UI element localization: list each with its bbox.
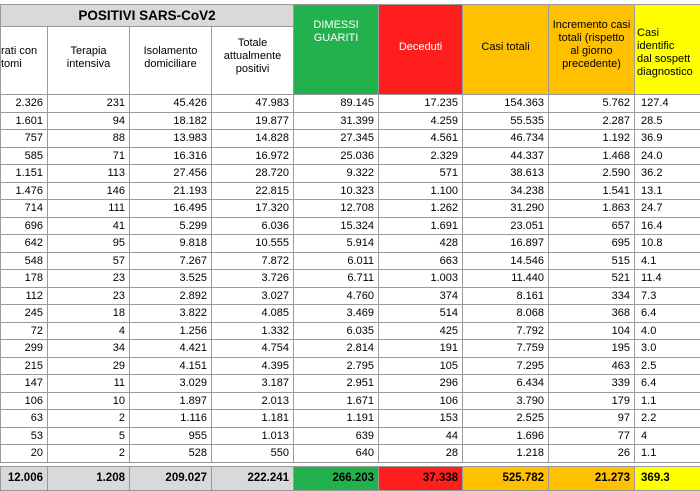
cell-isolamento: 3.029 bbox=[130, 375, 212, 393]
header-terapia-intensiva: Terapia intensiva bbox=[48, 27, 130, 95]
table-row bbox=[1, 130, 700, 148]
cell-dimessi-guariti: 15.324 bbox=[294, 217, 379, 235]
cell-deceduti: 28 bbox=[379, 445, 463, 463]
table-row bbox=[1, 217, 700, 235]
cell-terapia-intensiva: 5 bbox=[48, 427, 130, 445]
cell-casi-totali: 154.363 bbox=[463, 95, 549, 113]
table-row bbox=[1, 95, 700, 113]
cell-incremento: 521 bbox=[549, 270, 635, 288]
cell-deceduti: 1.691 bbox=[379, 217, 463, 235]
cell-ricoverati: 112 bbox=[1, 287, 48, 305]
cell-terapia-intensiva: 94 bbox=[48, 112, 130, 130]
cell-incremento: 1.192 bbox=[549, 130, 635, 148]
cell-ricoverati: 72 bbox=[1, 322, 48, 340]
cell-ricoverati: 106 bbox=[1, 392, 48, 410]
cell-incremento: 1.541 bbox=[549, 182, 635, 200]
cell-incremento: 1.468 bbox=[549, 147, 635, 165]
cell-incremento: 657 bbox=[549, 217, 635, 235]
table-row bbox=[1, 270, 700, 288]
table-body bbox=[1, 95, 700, 463]
header-casi-identificati: Casi identific dal sospett diagnostico bbox=[635, 5, 700, 95]
cell-deceduti: 1.100 bbox=[379, 182, 463, 200]
cell-terapia-intensiva: 57 bbox=[48, 252, 130, 270]
cell-ricoverati: 2.326 bbox=[1, 95, 48, 113]
cell-totale-positivi: 6.036 bbox=[212, 217, 294, 235]
table-row bbox=[1, 392, 700, 410]
header-casi-totali: Casi totali bbox=[463, 5, 549, 95]
cell-totale-positivi: 4.754 bbox=[212, 340, 294, 358]
cell-terapia-intensiva: 41 bbox=[48, 217, 130, 235]
cell-totale-positivi: 28.720 bbox=[212, 165, 294, 183]
cell-terapia-intensiva: 231 bbox=[48, 95, 130, 113]
cell-terapia-intensiva: 23 bbox=[48, 287, 130, 305]
cell-ricoverati: 53 bbox=[1, 427, 48, 445]
cell-dimessi-guariti: 2.795 bbox=[294, 357, 379, 375]
cell-totale-positivi: 1.181 bbox=[212, 410, 294, 428]
cell-ricoverati: 147 bbox=[1, 375, 48, 393]
table-row bbox=[1, 427, 700, 445]
cell-deceduti: 153 bbox=[379, 410, 463, 428]
cell-casi-identificati: 24.0 bbox=[635, 147, 700, 165]
cell-dimessi-guariti: 2.814 bbox=[294, 340, 379, 358]
cell-casi-identificati: 4.1 bbox=[635, 252, 700, 270]
cell-casi-identificati: 4.0 bbox=[635, 322, 700, 340]
cell-dimessi-guariti: 6.035 bbox=[294, 322, 379, 340]
cell-casi-identificati: 10.8 bbox=[635, 235, 700, 253]
cell-isolamento: 528 bbox=[130, 445, 212, 463]
cell-isolamento: 955 bbox=[130, 427, 212, 445]
cell-casi-totali: 8.068 bbox=[463, 305, 549, 323]
cell-totale-positivi: 3.187 bbox=[212, 375, 294, 393]
cell-totale-positivi: 4.395 bbox=[212, 357, 294, 375]
cell-deceduti: 514 bbox=[379, 305, 463, 323]
cell-casi-identificati: 127.4 bbox=[635, 95, 700, 113]
cell-dimessi-guariti: 25.036 bbox=[294, 147, 379, 165]
cell-incremento: 2.287 bbox=[549, 112, 635, 130]
cell-incremento: 334 bbox=[549, 287, 635, 305]
cell-terapia-intensiva: 71 bbox=[48, 147, 130, 165]
cell-isolamento: 21.193 bbox=[130, 182, 212, 200]
cell-ricoverati: 1.601 bbox=[1, 112, 48, 130]
cell-casi-totali: 55.535 bbox=[463, 112, 549, 130]
cell-dimessi-guariti: 3.469 bbox=[294, 305, 379, 323]
cell-deceduti: 105 bbox=[379, 357, 463, 375]
cell-deceduti: 1.003 bbox=[379, 270, 463, 288]
cell-casi-totali: 1.218 bbox=[463, 445, 549, 463]
cell-isolamento: 16.316 bbox=[130, 147, 212, 165]
cell-casi-identificati: 2.2 bbox=[635, 410, 700, 428]
cell-deceduti: 425 bbox=[379, 322, 463, 340]
cell-dimessi-guariti: 6.011 bbox=[294, 252, 379, 270]
cell-dimessi-guariti: 9.322 bbox=[294, 165, 379, 183]
cell-incremento: 1.863 bbox=[549, 200, 635, 218]
cell-terapia-intensiva: 18 bbox=[48, 305, 130, 323]
cell-casi-totali: 2.525 bbox=[463, 410, 549, 428]
cell-totale-positivi: 1.332 bbox=[212, 322, 294, 340]
cell-deceduti: 191 bbox=[379, 340, 463, 358]
cell-totale-positivi: 2.013 bbox=[212, 392, 294, 410]
cell-ricoverati: 696 bbox=[1, 217, 48, 235]
table-row bbox=[1, 305, 700, 323]
cell-casi-totali: 34.238 bbox=[463, 182, 549, 200]
table-row bbox=[1, 200, 700, 218]
cell-casi-totali: 7.759 bbox=[463, 340, 549, 358]
cell-dimessi-guariti: 2.951 bbox=[294, 375, 379, 393]
cell-isolamento: 45.426 bbox=[130, 95, 212, 113]
cell-incremento: 97 bbox=[549, 410, 635, 428]
total-dimessi-guariti: 266.203 bbox=[294, 466, 379, 490]
cell-isolamento: 3.822 bbox=[130, 305, 212, 323]
cell-ricoverati: 757 bbox=[1, 130, 48, 148]
table-row bbox=[1, 182, 700, 200]
cell-terapia-intensiva: 23 bbox=[48, 270, 130, 288]
cell-dimessi-guariti: 89.145 bbox=[294, 95, 379, 113]
cell-casi-totali: 7.792 bbox=[463, 322, 549, 340]
cell-ricoverati: 299 bbox=[1, 340, 48, 358]
cell-incremento: 26 bbox=[549, 445, 635, 463]
cell-deceduti: 296 bbox=[379, 375, 463, 393]
group-title-positivi: POSITIVI SARS-CoV2 bbox=[1, 5, 294, 27]
cell-deceduti: 4.561 bbox=[379, 130, 463, 148]
cell-deceduti: 374 bbox=[379, 287, 463, 305]
table-row bbox=[1, 235, 700, 253]
cell-isolamento: 4.151 bbox=[130, 357, 212, 375]
cell-casi-totali: 1.696 bbox=[463, 427, 549, 445]
cell-deceduti: 44 bbox=[379, 427, 463, 445]
cell-totale-positivi: 4.085 bbox=[212, 305, 294, 323]
cell-isolamento: 2.892 bbox=[130, 287, 212, 305]
cell-casi-totali: 46.734 bbox=[463, 130, 549, 148]
cell-casi-identificati: 6.4 bbox=[635, 375, 700, 393]
cell-terapia-intensiva: 10 bbox=[48, 392, 130, 410]
cell-casi-identificati: 36.2 bbox=[635, 165, 700, 183]
cell-dimessi-guariti: 5.914 bbox=[294, 235, 379, 253]
total-positivi: 222.241 bbox=[212, 466, 294, 490]
cell-terapia-intensiva: 2 bbox=[48, 410, 130, 428]
cell-incremento: 368 bbox=[549, 305, 635, 323]
cell-casi-totali: 31.290 bbox=[463, 200, 549, 218]
cell-dimessi-guariti: 640 bbox=[294, 445, 379, 463]
cell-totale-positivi: 3.027 bbox=[212, 287, 294, 305]
cell-deceduti: 428 bbox=[379, 235, 463, 253]
cell-isolamento: 9.818 bbox=[130, 235, 212, 253]
cell-incremento: 104 bbox=[549, 322, 635, 340]
cell-dimessi-guariti: 1.671 bbox=[294, 392, 379, 410]
cell-casi-identificati: 11.4 bbox=[635, 270, 700, 288]
cell-totale-positivi: 550 bbox=[212, 445, 294, 463]
table-row bbox=[1, 322, 700, 340]
cell-casi-identificati: 28.5 bbox=[635, 112, 700, 130]
cell-incremento: 463 bbox=[549, 357, 635, 375]
table-row bbox=[1, 287, 700, 305]
cell-isolamento: 3.525 bbox=[130, 270, 212, 288]
cell-incremento: 2.590 bbox=[549, 165, 635, 183]
total-ricoverati: 12.006 bbox=[1, 466, 48, 490]
cell-terapia-intensiva: 11 bbox=[48, 375, 130, 393]
cell-dimessi-guariti: 12.708 bbox=[294, 200, 379, 218]
cell-casi-totali: 6.434 bbox=[463, 375, 549, 393]
cell-deceduti: 571 bbox=[379, 165, 463, 183]
cell-incremento: 77 bbox=[549, 427, 635, 445]
cell-deceduti: 106 bbox=[379, 392, 463, 410]
table-row bbox=[1, 375, 700, 393]
cell-incremento: 695 bbox=[549, 235, 635, 253]
table-row bbox=[1, 165, 700, 183]
cell-isolamento: 5.299 bbox=[130, 217, 212, 235]
header-ricoverati: rati con tomi bbox=[1, 27, 48, 95]
table-row bbox=[1, 410, 700, 428]
cell-totale-positivi: 14.828 bbox=[212, 130, 294, 148]
cell-terapia-intensiva: 29 bbox=[48, 357, 130, 375]
cell-casi-totali: 23.051 bbox=[463, 217, 549, 235]
cell-dimessi-guariti: 639 bbox=[294, 427, 379, 445]
total-casi-totali: 525.782 bbox=[463, 466, 549, 490]
cell-deceduti: 663 bbox=[379, 252, 463, 270]
cell-terapia-intensiva: 88 bbox=[48, 130, 130, 148]
cell-totale-positivi: 16.972 bbox=[212, 147, 294, 165]
cell-casi-identificati: 1.1 bbox=[635, 445, 700, 463]
total-casi-identificati: 369.3 bbox=[635, 466, 700, 490]
cell-terapia-intensiva: 2 bbox=[48, 445, 130, 463]
cell-isolamento: 1.897 bbox=[130, 392, 212, 410]
cell-casi-identificati: 2.5 bbox=[635, 357, 700, 375]
cell-totale-positivi: 22.815 bbox=[212, 182, 294, 200]
cell-deceduti: 4.259 bbox=[379, 112, 463, 130]
cell-incremento: 5.762 bbox=[549, 95, 635, 113]
table-row bbox=[1, 112, 700, 130]
total-terapia-intensiva: 1.208 bbox=[48, 466, 130, 490]
table-row bbox=[1, 340, 700, 358]
cell-terapia-intensiva: 111 bbox=[48, 200, 130, 218]
cell-incremento: 195 bbox=[549, 340, 635, 358]
cell-dimessi-guariti: 27.345 bbox=[294, 130, 379, 148]
cell-ricoverati: 20 bbox=[1, 445, 48, 463]
cell-isolamento: 18.182 bbox=[130, 112, 212, 130]
table-row bbox=[1, 147, 700, 165]
cell-casi-totali: 7.295 bbox=[463, 357, 549, 375]
total-incremento: 21.273 bbox=[549, 466, 635, 490]
cell-totale-positivi: 3.726 bbox=[212, 270, 294, 288]
cell-ricoverati: 714 bbox=[1, 200, 48, 218]
cell-dimessi-guariti: 6.711 bbox=[294, 270, 379, 288]
cell-ricoverati: 178 bbox=[1, 270, 48, 288]
cell-ricoverati: 642 bbox=[1, 235, 48, 253]
cell-dimessi-guariti: 31.399 bbox=[294, 112, 379, 130]
cell-casi-identificati: 36.9 bbox=[635, 130, 700, 148]
cell-totale-positivi: 19.877 bbox=[212, 112, 294, 130]
cell-casi-totali: 16.897 bbox=[463, 235, 549, 253]
cell-deceduti: 2.329 bbox=[379, 147, 463, 165]
cell-casi-totali: 11.440 bbox=[463, 270, 549, 288]
cell-casi-identificati: 24.7 bbox=[635, 200, 700, 218]
cell-dimessi-guariti: 1.191 bbox=[294, 410, 379, 428]
cell-isolamento: 27.456 bbox=[130, 165, 212, 183]
cell-ricoverati: 1.151 bbox=[1, 165, 48, 183]
cell-ricoverati: 245 bbox=[1, 305, 48, 323]
totals-row bbox=[1, 466, 700, 490]
header-incremento-casi: Incremento casi totali (rispetto al giorno precedente) bbox=[549, 5, 635, 95]
total-deceduti: 37.338 bbox=[379, 466, 463, 490]
cell-casi-totali: 3.790 bbox=[463, 392, 549, 410]
table-row bbox=[1, 357, 700, 375]
cell-totale-positivi: 7.872 bbox=[212, 252, 294, 270]
cell-terapia-intensiva: 34 bbox=[48, 340, 130, 358]
cell-isolamento: 13.983 bbox=[130, 130, 212, 148]
cell-casi-totali: 38.613 bbox=[463, 165, 549, 183]
cell-totale-positivi: 1.013 bbox=[212, 427, 294, 445]
cell-deceduti: 17.235 bbox=[379, 95, 463, 113]
table-row bbox=[1, 445, 700, 463]
cell-casi-identificati: 16.4 bbox=[635, 217, 700, 235]
total-isolamento: 209.027 bbox=[130, 466, 212, 490]
cell-totale-positivi: 17.320 bbox=[212, 200, 294, 218]
cell-casi-totali: 44.337 bbox=[463, 147, 549, 165]
cell-incremento: 179 bbox=[549, 392, 635, 410]
cell-casi-identificati: 7.3 bbox=[635, 287, 700, 305]
cell-dimessi-guariti: 4.760 bbox=[294, 287, 379, 305]
header-totale-positivi: Totale attualmente positivi bbox=[212, 27, 294, 95]
header-dimessi-guariti: DIMESSI GUARITI bbox=[294, 5, 379, 95]
cell-terapia-intensiva: 95 bbox=[48, 235, 130, 253]
cell-ricoverati: 548 bbox=[1, 252, 48, 270]
cell-dimessi-guariti: 10.323 bbox=[294, 182, 379, 200]
cell-totale-positivi: 10.555 bbox=[212, 235, 294, 253]
cell-casi-identificati: 13.1 bbox=[635, 182, 700, 200]
cell-ricoverati: 63 bbox=[1, 410, 48, 428]
cell-isolamento: 1.116 bbox=[130, 410, 212, 428]
cell-isolamento: 4.421 bbox=[130, 340, 212, 358]
cell-deceduti: 1.262 bbox=[379, 200, 463, 218]
cell-isolamento: 16.495 bbox=[130, 200, 212, 218]
cell-ricoverati: 1.476 bbox=[1, 182, 48, 200]
cell-totale-positivi: 47.983 bbox=[212, 95, 294, 113]
cell-isolamento: 1.256 bbox=[130, 322, 212, 340]
header-isolamento-domiciliare: Isolamento domiciliare bbox=[130, 27, 212, 95]
covid-data-table bbox=[0, 4, 700, 491]
cell-terapia-intensiva: 4 bbox=[48, 322, 130, 340]
header-deceduti: Deceduti bbox=[379, 5, 463, 95]
cell-casi-identificati: 4 bbox=[635, 427, 700, 445]
cell-isolamento: 7.267 bbox=[130, 252, 212, 270]
cell-casi-totali: 8.161 bbox=[463, 287, 549, 305]
cell-incremento: 339 bbox=[549, 375, 635, 393]
cell-casi-identificati: 6.4 bbox=[635, 305, 700, 323]
cell-incremento: 515 bbox=[549, 252, 635, 270]
cell-casi-identificati: 1.1 bbox=[635, 392, 700, 410]
cell-ricoverati: 215 bbox=[1, 357, 48, 375]
cell-casi-totali: 14.546 bbox=[463, 252, 549, 270]
cell-terapia-intensiva: 146 bbox=[48, 182, 130, 200]
cell-terapia-intensiva: 113 bbox=[48, 165, 130, 183]
cell-ricoverati: 585 bbox=[1, 147, 48, 165]
cell-casi-identificati: 3.0 bbox=[635, 340, 700, 358]
table-row bbox=[1, 252, 700, 270]
